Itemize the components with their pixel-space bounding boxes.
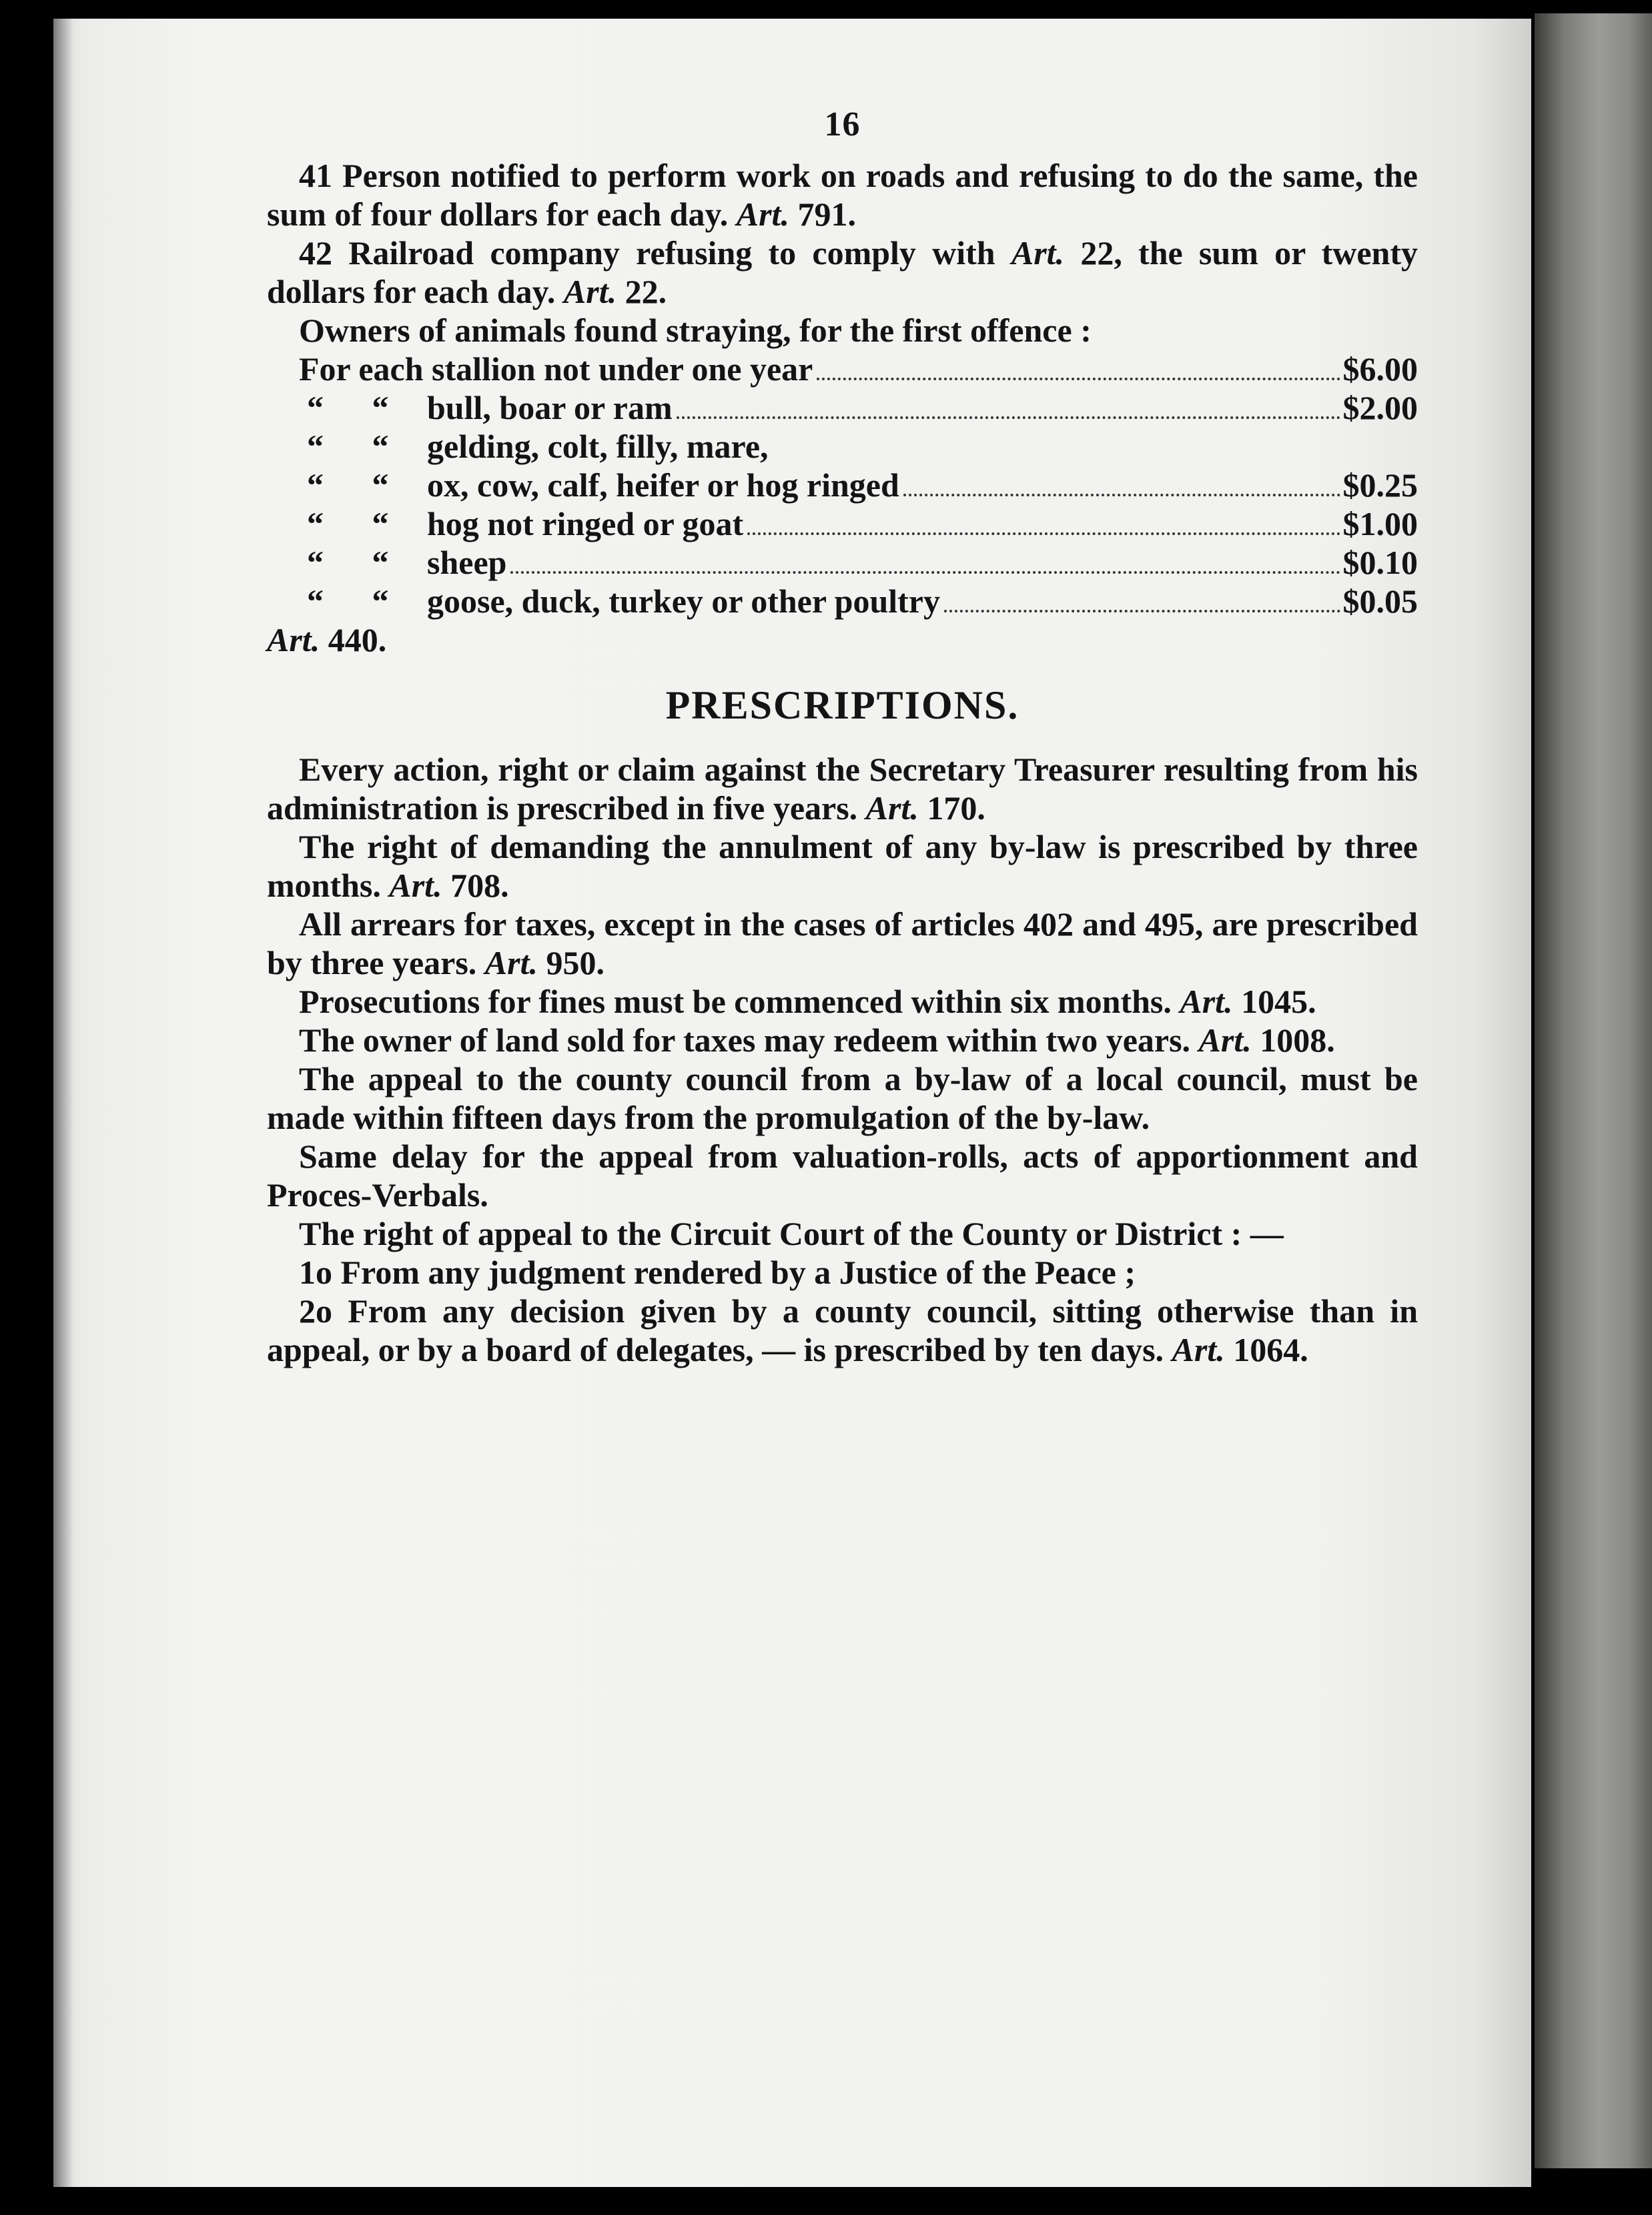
prescription-text: 2o From any decision given by a county council, sitting otherwise than in appeal, or by a board of delegates, — is prescribed by ten days.	[267, 1292, 1418, 1368]
item-42-text: 42 Railroad company refusing to comply with	[299, 234, 995, 272]
article-ref: Art.	[389, 867, 442, 904]
leader-dots	[903, 494, 1340, 496]
item-42-art-num: 22.	[625, 273, 667, 310]
fees-article	[267, 620, 1418, 659]
item-42	[267, 234, 1418, 311]
prescription-paragraph: 1o From any judgment rendered by a Justice of the Peace ;	[299, 1254, 1136, 1291]
article-number: 950.	[546, 944, 604, 981]
prescription-paragraph	[267, 982, 1418, 1021]
fee-amount: $0.10	[1342, 544, 1418, 581]
item-42-mid: 22, the sum or twenty dollars for each day.	[267, 234, 1418, 310]
article-number: 1045.	[1241, 983, 1316, 1020]
article-number: 1064.	[1233, 1331, 1308, 1368]
prescription-paragraph: The right of appeal to the Circuit Court of the County or District : —	[299, 1215, 1284, 1252]
prescription-text: The owner of land sold for taxes may redeem within two years.	[299, 1021, 1191, 1059]
fee-amount: $1.00	[1342, 505, 1418, 542]
ditto-marks: “ “	[307, 505, 409, 542]
prescription-paragraph	[267, 750, 1418, 827]
item-41	[267, 156, 1418, 234]
owners-intro: Owners of animals found straying, for the first offence :	[299, 312, 1092, 349]
fee-label: bull, boar or ram	[427, 389, 673, 426]
item-41-text: 41 Person notified to perform work on roads and refusing to do the same, the sum of four dollars for each day.	[267, 157, 1418, 233]
page-text	[267, 105, 1418, 1369]
fee-label: gelding, colt, filly, mare,	[427, 428, 769, 465]
leader-dots	[510, 571, 1340, 574]
ditto-marks: “ “	[307, 582, 409, 620]
article-number: 708.	[450, 867, 509, 904]
page-number: 16	[824, 105, 861, 143]
ditto-marks: “ “	[307, 544, 409, 581]
prescription-paragraph	[267, 827, 1418, 905]
item-41-art-num: 791.	[797, 195, 856, 233]
article-ref: Art.	[1198, 1021, 1252, 1059]
prescription-text: The right of demanding the annulment of any by-law is prescribed by three months.	[267, 828, 1418, 904]
fees-art-num: 440.	[328, 621, 387, 658]
section-heading: PRESCRIPTIONS.	[665, 683, 1019, 727]
adjacent-page-edge	[1535, 13, 1652, 2168]
fee-label: sheep	[427, 544, 507, 581]
ditto-marks: “ “	[307, 466, 409, 504]
prescription-text: Prosecutions for fines must be commenced within six months.	[299, 983, 1172, 1020]
fee-row	[267, 427, 1418, 466]
prescription-text: Every action, right or claim against the Secretary Treasurer resulting from his administration is prescribed in five years.	[267, 751, 1418, 827]
article-number: 1008.	[1260, 1021, 1335, 1059]
fee-label: hog not ringed or goat	[427, 505, 744, 542]
fee-row	[267, 350, 1418, 388]
leader-dots	[944, 610, 1340, 612]
prescription-paragraph	[267, 905, 1418, 982]
fee-amount: $2.00	[1342, 389, 1418, 426]
prescriptions-section	[267, 750, 1418, 1369]
leader-dots	[747, 532, 1340, 535]
prescription-text: All arrears for taxes, except in the cases of articles 402 and 495, are prescribed by three years.	[267, 905, 1418, 981]
item-41-art: Art.	[736, 195, 789, 233]
item-42-art: Art.	[563, 273, 617, 310]
fees-art: Art.	[267, 621, 320, 658]
item-42-art-mid: Art.	[1011, 234, 1065, 272]
fee-row	[267, 582, 1418, 620]
fee-label: For each stallion not under one year	[299, 350, 813, 388]
article-number: 170.	[927, 789, 985, 827]
prescription-paragraph	[267, 1021, 1418, 1059]
article-ref: Art.	[1172, 1331, 1225, 1368]
fee-label: goose, duck, turkey or other poultry	[427, 582, 940, 620]
fee-label: ox, cow, calf, heifer or hog ringed	[427, 466, 899, 504]
fee-amount: $0.05	[1342, 582, 1418, 620]
fee-row	[267, 504, 1418, 543]
fee-list	[267, 350, 1418, 620]
article-ref: Art.	[865, 789, 919, 827]
leader-dots	[817, 378, 1340, 380]
prescription-paragraph	[267, 1292, 1418, 1369]
fee-row	[267, 466, 1418, 504]
fee-amount: $6.00	[1342, 350, 1418, 388]
document-page	[53, 19, 1531, 2187]
prescription-paragraph: The appeal to the county council from a by-law of a local council, must be made within fifteen days from the promulgation of the by-law.	[267, 1060, 1418, 1136]
prescription-paragraph: Same delay for the appeal from valuation-rolls, acts of apportionment and Proces-Verbals.	[267, 1138, 1418, 1214]
fee-row	[267, 543, 1418, 582]
article-ref: Art.	[484, 944, 538, 981]
article-ref: Art.	[1180, 983, 1233, 1020]
leader-dots	[677, 416, 1340, 419]
fee-row	[267, 388, 1418, 427]
fee-amount: $0.25	[1342, 466, 1418, 504]
ditto-marks: “ “	[307, 389, 409, 426]
page-binding-shadow	[53, 19, 73, 2187]
ditto-marks: “ “	[307, 428, 409, 465]
